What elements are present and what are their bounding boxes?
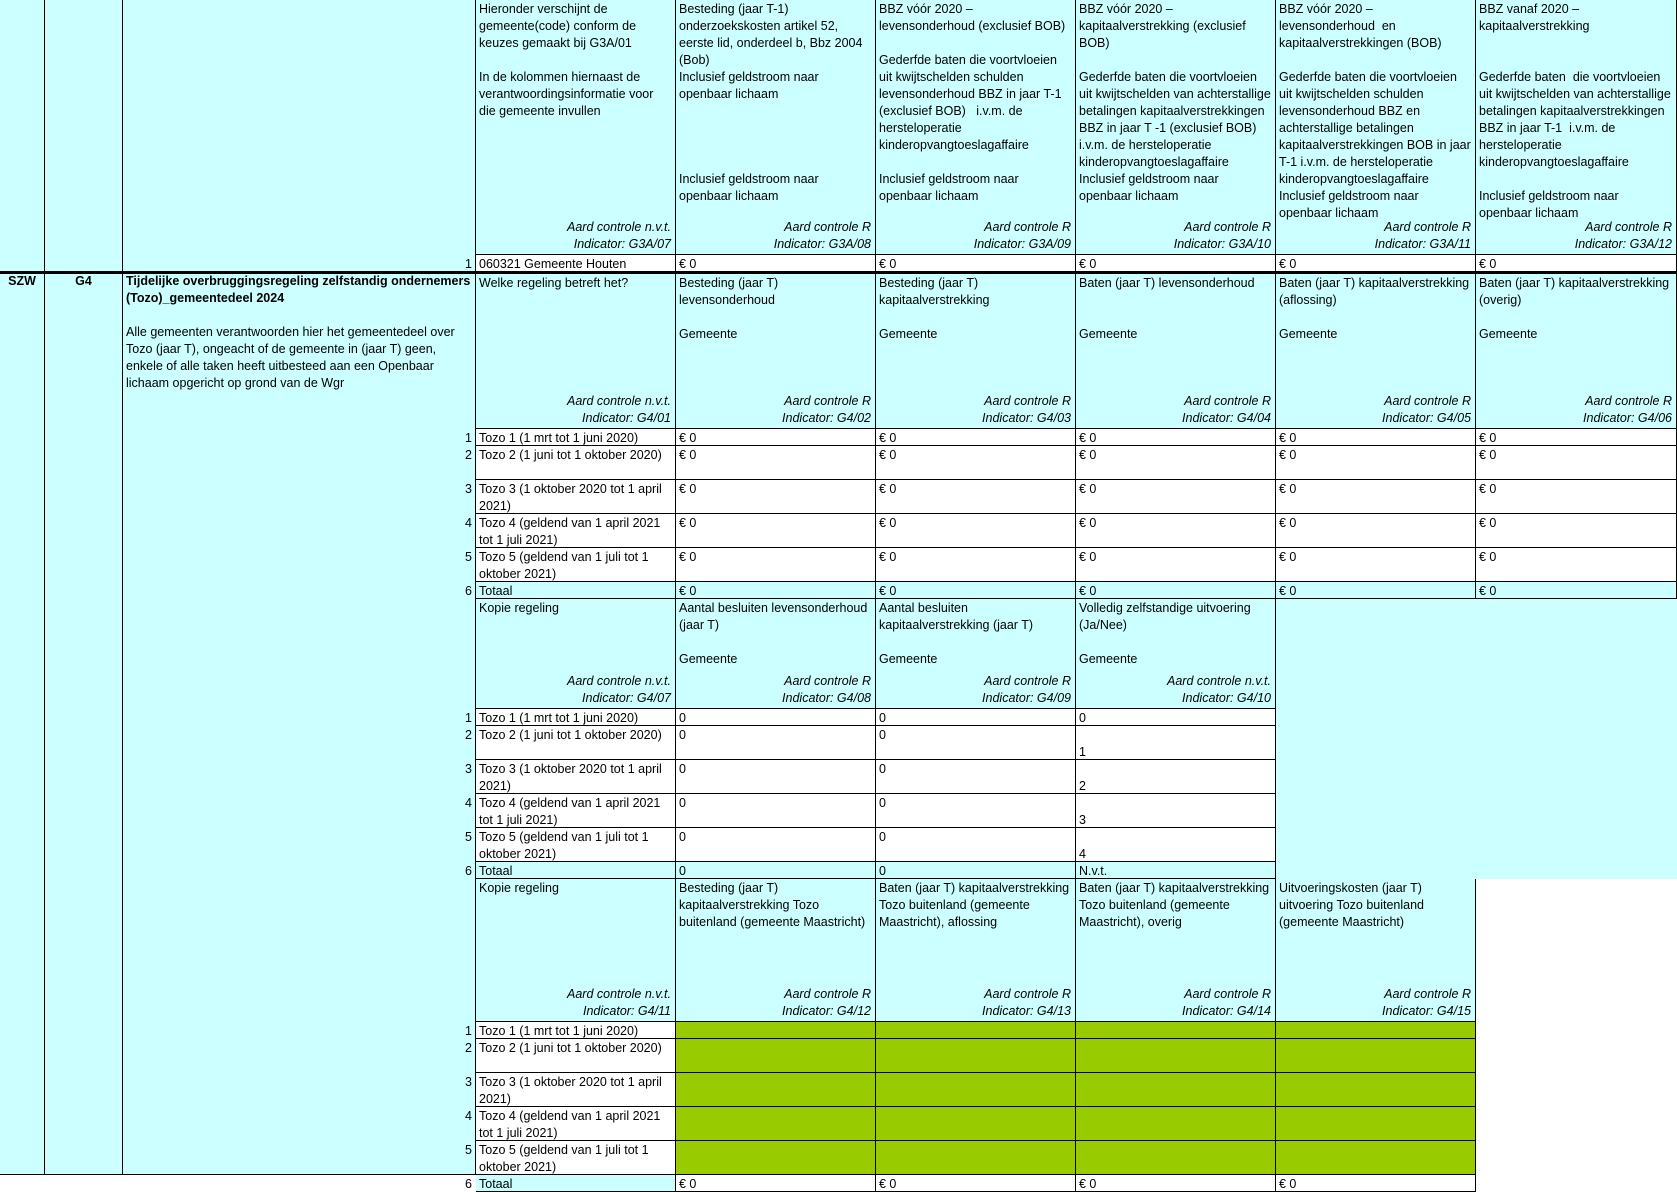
locked-cell [1276,1141,1476,1175]
value-cell [1476,582,1677,599]
count-cell[interactable] [1076,828,1276,862]
g4-header [1076,879,1276,1022]
control-indicator: Aard controle R Indicator: G4/15 [1382,987,1471,1018]
total-cell-text: € 0 [1079,1177,1097,1191]
g3a-header [1076,0,1276,255]
count-cell[interactable] [876,760,1076,794]
g4-header-text: Besteding (jaar T) kapitaalverstrekking Tozo buitenland (gemeente Maastricht) [679,881,866,929]
locked-cell [876,1141,1076,1175]
count-cell-text: 0 [879,864,886,878]
locked-cell [876,1073,1076,1107]
value-cell-text: € 0 [879,584,897,598]
value-cell-text: € 0 [1479,448,1497,462]
row-label [476,709,676,726]
g3a-header-text: BBZ vóór 2020 – levensonderhoud (exclusief BOB) Gederfde baten die voortvloeien uit kwijtschelden schulden levensonderhoud BBZ in jaar T-1 (exclusief BOB) i.v.m. de hersteloperatie kinderopvangtoeslagaffaire Inclusief geldstroom naar openbaar lichaam [879,2,1066,203]
row-number-text: 4 [465,1109,472,1123]
g3a-value-text: € 0 [1079,257,1097,271]
count-cell-text: 0 [879,796,886,810]
row-number [456,429,476,446]
value-cell-text: € 0 [1079,584,1097,598]
control-indicator: Aard controle n.v.t. Indicator: G4/01 [567,394,671,425]
locked-cell [676,1022,876,1039]
row-number-text: 4 [465,796,472,810]
row-label [476,760,676,794]
row-label [476,828,676,862]
total-cell [1076,1175,1276,1192]
count-cell[interactable] [676,828,876,862]
value-cell-text: € 0 [679,431,697,445]
count-cell [1076,862,1276,879]
row-label [476,726,676,760]
value-cell-text: € 0 [1279,448,1297,462]
row-number [456,548,476,582]
row-number-text: 2 [465,1041,472,1055]
count-cell-text: 0 [679,762,686,776]
row-label [476,794,676,828]
count-cell-text: 0 [679,796,686,810]
count-cell[interactable] [876,794,1076,828]
g4-header-text: Uitvoeringskosten (jaar T) uitvoering Tozo buitenland (gemeente Maastricht) [1279,881,1428,929]
row-label-text: Tozo 3 (1 oktober 2020 tot 1 april 2021) [479,482,666,513]
count-cell-text: 0 [879,762,886,776]
g4-header-text: Besteding (jaar T) levensonderhoud Gemeente [679,276,779,341]
control-indicator: Aard controle n.v.t. Indicator: G4/10 [1167,674,1271,705]
g4-header [1276,879,1476,1022]
g3a-header [476,0,676,255]
value-cell [1276,582,1476,599]
g4-header-text: Baten (jaar T) kapitaalverstrekking Tozo buitenland (gemeente Maastricht), overig [1079,881,1273,929]
locked-cell [1276,1107,1476,1141]
count-cell [876,862,1076,879]
row-label-text: Tozo 4 (geldend van 1 april 2021 tot 1 juli 2021) [479,516,664,547]
value-cell-text: € 0 [679,550,697,564]
g4-header [476,879,676,1022]
empty-area [1276,599,1677,879]
row-number-text: 2 [465,728,472,742]
row-number [456,862,476,879]
value-cell-text: € 0 [679,482,697,496]
row-number [456,760,476,794]
value-cell-text: € 0 [1479,431,1497,445]
row-number-text: 1 [465,1024,472,1038]
value-cell[interactable] [876,429,1076,446]
count-cell[interactable] [676,709,876,726]
row-number [456,1175,476,1192]
control-indicator: Aard controle R Indicator: G4/08 [782,674,871,705]
g4-header [876,599,1076,709]
row-number [456,828,476,862]
count-cell-text: 4 [1079,847,1086,861]
total-cell [876,1175,1076,1192]
row-number-text: 1 [465,257,472,271]
locked-cell [676,1107,876,1141]
locked-cell [1076,1073,1276,1107]
g4-header [876,274,1076,429]
row-label [476,1141,676,1175]
row-label-text: Tozo 4 (geldend van 1 april 2021 tot 1 juli 2021) [479,1109,664,1140]
locked-cell [1276,1022,1476,1039]
dept-code-text: SZW [8,274,36,288]
g3a-header-text: BBZ vanaf 2020 – kapitaalverstrekking Gederfde baten die voortvloeien uit kwijtschelden van achterstallige betalingen kapitaalverstrekkingen BBZ in jaar T-1 i.v.m. de hersteloperatie kinderopvangtoeslagaffaire Inclusief geldstroom naar openbaar lichaam [1479,2,1671,220]
g4-header-text: Baten (jaar T) kapitaalverstrekking (overig) Gemeente [1479,276,1670,341]
total-cell [1276,1175,1476,1192]
row-number-text: 5 [465,830,472,844]
total-cell-text: € 0 [879,1177,897,1191]
locked-cell [876,1039,1076,1073]
row-number [456,1107,476,1141]
locked-cell [1076,1022,1276,1039]
control-indicator: Aard controle R Indicator: G3A/08 [773,220,871,251]
total-cell-text: € 0 [679,1177,697,1191]
g3a-value[interactable] [1476,255,1677,272]
row-label-text: Tozo 4 (geldend van 1 april 2021 tot 1 juli 2021) [479,796,664,827]
value-cell [1076,582,1276,599]
row-label [476,1073,676,1107]
value-cell[interactable] [876,514,1076,548]
value-cell-text: € 0 [879,482,897,496]
count-cell[interactable] [676,794,876,828]
g4-header-text: Volledig zelfstandige uitvoering (Ja/Nee) Gemeente [1079,601,1251,666]
row-number [456,480,476,514]
row-label-text: Totaal [479,1177,513,1191]
g3a-value-text: € 0 [1279,257,1297,271]
row-label-text: Totaal [479,584,513,598]
value-cell-text: € 0 [679,516,697,530]
g3a-header [1476,0,1677,255]
control-indicator: Aard controle n.v.t. Indicator: G3A/07 [567,220,671,251]
locked-cell [676,1141,876,1175]
row-label-text: Tozo 1 (1 mrt tot 1 juni 2020) [479,1024,639,1038]
value-cell-text: € 0 [1479,482,1497,496]
g3a-value-text: € 0 [679,257,697,271]
value-cell-text: € 0 [1079,550,1097,564]
row-number [456,514,476,548]
value-cell[interactable] [1276,514,1476,548]
row-label [476,1022,676,1039]
municipality-cell [476,255,676,272]
row-number-text: 6 [465,584,472,598]
count-cell-text: 0 [679,711,686,725]
value-cell-text: € 0 [1279,482,1297,496]
row-label [476,1175,676,1192]
locked-cell [1076,1039,1276,1073]
g3a-value[interactable] [1276,255,1476,272]
row-number [456,1022,476,1039]
code-cell-top [45,0,123,272]
g3a-header [676,0,876,255]
count-cell[interactable] [1076,760,1276,794]
locked-cell [1076,1107,1276,1141]
dept-code [0,272,45,1175]
count-cell-text: 3 [1079,813,1086,827]
locked-cell [1276,1039,1476,1073]
row-number [456,582,476,599]
count-cell-text: 2 [1079,779,1086,793]
count-cell [676,862,876,879]
g4-header-text: Baten (jaar T) levensonderhoud Gemeente [1079,276,1255,341]
value-cell[interactable] [876,480,1076,514]
control-indicator: Aard controle R Indicator: G3A/09 [973,220,1071,251]
control-indicator: Aard controle R Indicator: G3A/12 [1574,220,1672,251]
g4-header-text: Aantal besluiten levensonderhoud (jaar T) Gemeente [679,601,868,666]
value-cell-text: € 0 [1079,448,1097,462]
value-cell[interactable] [1076,480,1276,514]
section-code-text: G4 [75,274,92,288]
control-indicator: Aard controle R Indicator: G4/13 [982,987,1071,1018]
value-cell[interactable] [1476,480,1677,514]
count-cell[interactable] [1076,709,1276,726]
locked-cell [876,1107,1076,1141]
row-label [476,862,676,879]
row-number [456,1039,476,1073]
value-cell [876,582,1076,599]
count-cell-text: 0 [679,830,686,844]
row-label [476,548,676,582]
control-indicator: Aard controle R Indicator: G4/04 [1182,394,1271,425]
g3a-value-text: € 0 [1479,257,1497,271]
section-info [123,272,476,1175]
g4-header-text: Kopie regeling [479,881,559,895]
control-indicator: Aard controle n.v.t. Indicator: G4/07 [567,674,671,705]
section-code [45,272,123,1175]
row-number-text: 3 [465,1075,472,1089]
g3a-header-text: Besteding (jaar T-1) onderzoekskosten artikel 52, eerste lid, onderdeel b, Bbz 2004 (Bob) Inclusief geldstroom naar openbaar lichaam Inclusief geldstroom naar openbaar lichaam [679,2,863,203]
count-cell-text: 0 [1079,711,1086,725]
value-cell-text: € 0 [679,584,697,598]
row-label [476,582,676,599]
value-cell-text: € 0 [879,516,897,530]
section-description: Alle gemeenten verantwoorden hier het gemeentedeel over Tozo (jaar T), ongeacht of de gemeente in (jaar T) geen, enkele of alle taken heeft uitbesteed aan een Openbaar lichaam opgericht op grond van de Wgr [126,325,458,390]
g4-header [676,879,876,1022]
row-label-text: Tozo 1 (1 mrt tot 1 juni 2020) [479,711,639,725]
count-cell[interactable] [876,709,1076,726]
value-cell-text: € 0 [1279,516,1297,530]
locked-cell [1276,1073,1476,1107]
spacer [126,307,472,324]
count-cell[interactable] [1076,794,1276,828]
total-cell [676,1175,876,1192]
value-cell[interactable] [676,514,876,548]
value-cell[interactable] [1276,480,1476,514]
value-cell-text: € 0 [1479,550,1497,564]
g4-header [876,879,1076,1022]
locked-cell [676,1073,876,1107]
control-indicator: Aard controle R Indicator: G3A/11 [1374,220,1471,251]
row-number-text: 1 [465,431,472,445]
g3a-header-text: Hieronder verschijnt de gemeente(code) conform de keuzes gemaakt bij G3A/01 In de kolommen hiernaast de verantwoordingsinformatie voor die gemeente invullen [479,2,654,118]
row-number [456,1141,476,1175]
desc-cell-top [123,0,476,272]
row-label-text: Tozo 2 (1 juni tot 1 oktober 2020) [479,728,662,742]
value-cell [676,582,876,599]
value-cell-text: € 0 [1279,584,1297,598]
value-cell-text: € 0 [879,550,897,564]
value-cell[interactable] [1076,446,1276,480]
value-cell[interactable] [676,480,876,514]
count-cell-text: 0 [879,711,886,725]
row-label [476,446,676,480]
g4-header [1276,274,1476,429]
g3a-header-text: BBZ vóór 2020 – kapitaalverstrekking (exclusief BOB) Gederfde baten die voortvloeien uit kwijtschelden van achterstallige betalingen kapitaalverstrekkingen BBZ in jaar T -1 (exclusief BOB) i.v.m. de hersteloperatie kinderopvangtoeslagaffaire Inclusief geldstroom naar openbaar lichaam [1079,2,1271,203]
control-indicator: Aard controle R Indicator: G4/12 [782,987,871,1018]
row-number-text: 6 [465,864,472,878]
g4-header-text: Besteding (jaar T) kapitaalverstrekking Gemeente [879,276,990,341]
g3a-value-text: € 0 [879,257,897,271]
value-cell[interactable] [1076,514,1276,548]
value-cell-text: € 0 [1079,482,1097,496]
row-label-text: Tozo 2 (1 juni tot 1 oktober 2020) [479,1041,662,1055]
row-number-text: 3 [465,762,472,776]
value-cell-text: € 0 [1079,516,1097,530]
g3a-value[interactable] [876,255,1076,272]
row-number-text: 5 [465,1143,472,1157]
row-number-text: 2 [465,448,472,462]
row-label-text: Tozo 2 (1 juni tot 1 oktober 2020) [479,448,662,462]
count-cell-text: 1 [1079,745,1086,759]
g3a-value[interactable] [1076,255,1276,272]
section-title: Tijdelijke overbruggingsregeling zelfstandig ondernemers (Tozo)_gemeentedeel 2024 [126,274,474,305]
g4-header [476,274,676,429]
row-number-text: 3 [465,482,472,496]
count-cell-text: 0 [879,830,886,844]
value-cell[interactable] [676,548,876,582]
locked-cell [1076,1141,1276,1175]
value-cell-text: € 0 [679,448,697,462]
control-indicator: Aard controle n.v.t. Indicator: G4/11 [567,987,671,1018]
value-cell-text: € 0 [1279,550,1297,564]
value-cell-text: € 0 [879,431,897,445]
row-number-text: 1 [465,711,472,725]
total-cell-text: € 0 [1279,1177,1297,1191]
count-cell[interactable] [1076,726,1276,760]
g4-header [1476,274,1677,429]
value-cell[interactable] [1276,548,1476,582]
value-cell[interactable] [1476,446,1677,480]
row-label-text: Tozo 5 (geldend van 1 juli tot 1 oktober 2021) [479,830,653,861]
value-cell[interactable] [1476,514,1677,548]
value-cell-text: € 0 [879,448,897,462]
value-cell[interactable] [1476,548,1677,582]
value-cell[interactable] [676,429,876,446]
value-cell-text: € 0 [1279,431,1297,445]
locked-cell [676,1039,876,1073]
row-number [456,709,476,726]
g4-header [676,599,876,709]
row-label-text: Tozo 3 (1 oktober 2020 tot 1 april 2021) [479,762,666,793]
g4-header [476,599,676,709]
dept-cell-top [0,0,45,272]
value-cell-text: € 0 [1079,431,1097,445]
g4-header [676,274,876,429]
value-cell[interactable] [876,548,1076,582]
count-cell-text: N.v.t. [1079,864,1108,878]
locked-cell [876,1022,1076,1039]
value-cell[interactable] [1476,429,1677,446]
value-cell[interactable] [676,446,876,480]
row-number [456,255,476,272]
g4-header [1076,274,1276,429]
control-indicator: Aard controle R Indicator: G4/03 [982,394,1071,425]
row-number [456,794,476,828]
value-cell[interactable] [1276,446,1476,480]
row-label-text: Tozo 1 (1 mrt tot 1 juni 2020) [479,431,639,445]
g4-header-text: Baten (jaar T) kapitaalverstrekking (aflossing) Gemeente [1279,276,1470,341]
control-indicator: Aard controle R Indicator: G4/06 [1583,394,1672,425]
value-cell-text: € 0 [1479,516,1497,530]
row-number-text: 5 [465,550,472,564]
g3a-header [1276,0,1476,255]
row-label-text: Tozo 5 (geldend van 1 juli tot 1 oktober 2021) [479,1143,653,1174]
row-label [476,514,676,548]
row-label-text: Tozo 5 (geldend van 1 juli tot 1 oktober 2021) [479,550,653,581]
value-cell-text: € 0 [1479,584,1497,598]
row-number [456,726,476,760]
row-number-text: 6 [465,1177,472,1191]
control-indicator: Aard controle R Indicator: G4/09 [982,674,1071,705]
municipality-cell-text: 060321 Gemeente Houten [479,257,627,271]
control-indicator: Aard controle R Indicator: G3A/10 [1173,220,1271,251]
value-cell[interactable] [1276,429,1476,446]
row-label-text: Totaal [479,864,513,878]
value-cell[interactable] [1076,429,1276,446]
row-label [476,1039,676,1073]
row-label [476,480,676,514]
count-cell[interactable] [676,760,876,794]
value-cell[interactable] [876,446,1076,480]
count-cell[interactable] [876,726,1076,760]
empty-area [1476,879,1677,1175]
control-indicator: Aard controle R Indicator: G4/02 [782,394,871,425]
control-indicator: Aard controle R Indicator: G4/05 [1382,394,1471,425]
g4-header [1076,599,1276,709]
g4-header-text: Kopie regeling [479,601,559,615]
row-label [476,1107,676,1141]
value-cell[interactable] [1076,548,1276,582]
g4-header-text: Aantal besluiten kapitaalverstrekking (jaar T) Gemeente [879,601,1033,666]
g4-header-text: Baten (jaar T) kapitaalverstrekking Tozo buitenland (gemeente Maastricht), aflossing [879,881,1073,929]
row-number-text: 4 [465,516,472,530]
row-label [476,429,676,446]
count-cell-text: 0 [879,728,886,742]
control-indicator: Aard controle R Indicator: G4/14 [1182,987,1271,1018]
count-cell[interactable] [676,726,876,760]
row-number [456,446,476,480]
g3a-value[interactable] [676,255,876,272]
count-cell-text: 0 [679,864,686,878]
count-cell[interactable] [876,828,1076,862]
count-cell-text: 0 [679,728,686,742]
row-number [456,1073,476,1107]
g3a-header [876,0,1076,255]
g4-header-text: Welke regeling betreft het? [479,276,629,290]
g3a-header-text: BBZ vóór 2020 – levensonderhoud en kapitaalverstrekkingen (BOB) Gederfde baten die voortvloeien uit kwijtschelden schulden levensonderhoud BBZ en achterstallige betalingen kapitaalverstrekkingen BOB in jaar T-1 i.v.m. de hersteloperatie kinderopvangtoeslagaffaire Inclusief geldstroom naar openbaar lichaam [1279,2,1471,220]
row-label-text: Tozo 3 (1 oktober 2020 tot 1 april 2021) [479,1075,666,1106]
